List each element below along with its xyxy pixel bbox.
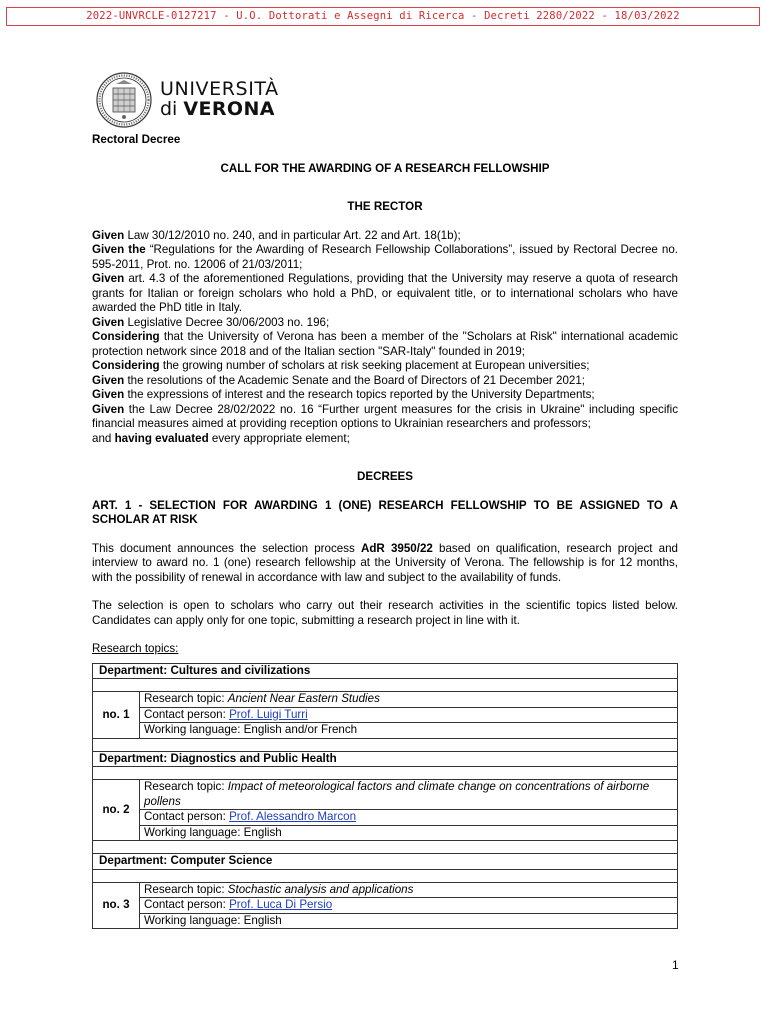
contact-person: Contact person: Prof. Alessandro Marcon xyxy=(140,810,678,826)
document-body xyxy=(92,133,678,929)
table-row xyxy=(93,767,678,780)
contact-person: Contact person: Prof. Luigi Turri xyxy=(140,707,678,723)
contact-link[interactable]: Prof. Alessandro Marcon xyxy=(229,810,357,823)
topic-number: no. 2 xyxy=(93,780,140,841)
table-row xyxy=(93,869,678,882)
protocol-stamp: 2022-UNVRCLE-0127217 - U.O. Dottorati e Assegni di Ricerca - Decreti 2280/2022 - 18/03/2022 xyxy=(6,7,760,26)
given-item: Given the expressions of interest and the research topics reported by the University Departments; xyxy=(92,388,595,401)
decrees-heading: DECREES xyxy=(356,470,414,483)
given-item: Given Law 30/12/2010 no. 240, and in particular Art. 22 and Art. 18(1b); xyxy=(92,228,461,242)
university-logo xyxy=(96,72,286,128)
department-name: Department: Diagnostics and Public Health xyxy=(93,751,678,767)
working-language: Working language: English xyxy=(140,913,678,929)
research-topics-table xyxy=(92,663,678,930)
table-row xyxy=(93,882,678,898)
given-item: Given art. 4.3 of the aforementioned Regulations, providing that the University may reserve a quota of research grants for Italian or foreign scholars who hold a PhD, or equivalent title, or to international scholars who have awarded the PhD title in Italy. xyxy=(92,272,678,314)
research-topic: Research topic: Ancient Near Eastern Studies xyxy=(140,692,678,708)
contact-link[interactable]: Prof. Luigi Turri xyxy=(229,707,308,721)
table-row xyxy=(93,723,678,739)
given-item-last: and having evaluated every appropriate element; xyxy=(92,431,350,445)
table-row xyxy=(93,780,678,810)
document-title: CALL FOR THE AWARDING OF A RESEARCH FELLOWSHIP xyxy=(220,161,550,175)
logo-wordmark xyxy=(160,80,279,119)
table-row xyxy=(93,751,678,767)
article-1-title: ART. 1 - SELECTION FOR AWARDING 1 (ONE) RESEARCH FELLOWSHIP TO BE ASSIGNED TO A SCHOLAR AT RISK xyxy=(92,498,678,526)
table-row xyxy=(93,825,678,841)
given-item: Given the “Regulations for the Awarding of Research Fellowship Collaborations”, issued by Rectoral Decree no. 595-2011, Prot. no. 12006 of 21/03/2011; xyxy=(92,243,678,271)
contact-person: Contact person: Prof. Luca Di Persio xyxy=(140,898,678,914)
university-seal-icon xyxy=(96,72,152,128)
research-topic: Research topic: Impact of meteorological factors and climate change on concentrations of airborne pollens xyxy=(140,780,678,810)
research-topics-label: Research topics: xyxy=(92,642,179,655)
the-rector-heading: THE RECTOR xyxy=(347,200,423,213)
rectoral-decree-label: Rectoral Decree xyxy=(92,133,181,146)
logo-line-1: UNIVERSITÀ xyxy=(160,78,279,100)
table-row xyxy=(93,898,678,914)
page-number: 1 xyxy=(672,958,679,972)
working-language: Working language: English xyxy=(140,825,678,841)
given-item: Given the resolutions of the Academic Senate and the Board of Directors of 21 December 2021; xyxy=(92,373,586,387)
topic-number: no. 1 xyxy=(93,692,140,739)
table-row xyxy=(93,854,678,870)
department-name: Department: Computer Science xyxy=(93,854,678,870)
working-language: Working language: English and/or French xyxy=(140,723,678,739)
logo-line-2: di VERONA xyxy=(160,98,275,120)
table-row xyxy=(93,841,678,854)
table-row xyxy=(93,810,678,826)
paragraph-selection: This document announces the selection process AdR 3950/22 based on qualification, research project and interview to award no. 1 (one) research fellowship at the University of Verona. The fellowship is for 12 months, with the possibility of renewal in accordance with law and subject to the availability of funds. xyxy=(92,541,679,584)
department-name: Department: Cultures and civilizations xyxy=(93,663,678,679)
table-row xyxy=(93,738,678,751)
table-row xyxy=(93,913,678,929)
given-item: Given Legislative Decree 30/06/2003 no. 196; xyxy=(92,315,330,329)
givens-list xyxy=(92,229,678,447)
given-item: Considering the growing number of scholars at risk seeking placement at European universities; xyxy=(92,359,590,372)
paragraph-eligibility: The selection is open to scholars who carry out their research activities in the scientific topics listed below. Candidates can apply only for one topic, submitting a research project in line with it. xyxy=(92,599,678,627)
contact-link[interactable]: Prof. Luca Di Persio xyxy=(229,898,333,911)
table-row xyxy=(93,707,678,723)
table-row xyxy=(93,663,678,679)
given-item: Considering that the University of Verona has been a member of the "Scholars at Risk" international academic protection network since 2018 and of the Italian section "SAR-Italy" founded in 2019; xyxy=(92,330,678,358)
table-row xyxy=(93,679,678,692)
table-row xyxy=(93,692,678,708)
given-item: Given the Law Decree 28/02/2022 no. 16 “Further urgent measures for the crisis in Ukraine" including specific financial measures aimed at providing reception options to Ukrainian researchers and professors; xyxy=(92,402,678,430)
topic-number: no. 3 xyxy=(93,882,140,929)
research-topic: Research topic: Stochastic analysis and applications xyxy=(140,882,678,898)
